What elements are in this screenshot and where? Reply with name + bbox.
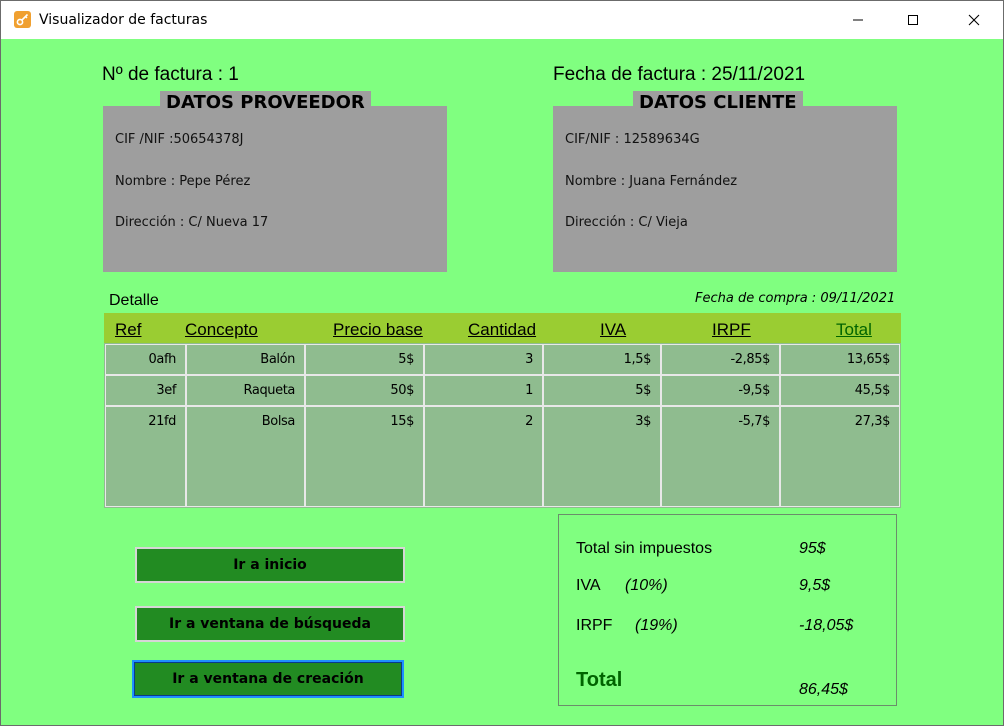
cell-cantidad[interactable]: 3 (424, 344, 543, 375)
cell-total[interactable]: 13,65$ (780, 344, 900, 375)
client-cif: CIF/NIF : 12589634G (565, 132, 700, 147)
cell-precio-base[interactable]: 15$ (305, 406, 424, 507)
grid-header (104, 313, 901, 343)
minimize-icon (852, 14, 864, 26)
cell-iva[interactable]: 3$ (543, 406, 661, 507)
cell-irpf[interactable]: -2,85$ (661, 344, 780, 375)
cell-concepto[interactable]: Bolsa (186, 406, 305, 507)
irpf-rate: (19%) (635, 617, 678, 634)
invoice-date-label: Fecha de factura : 25/11/2021 (553, 64, 806, 85)
subtotal-label: Total sin impuestos (576, 540, 713, 557)
column-header-irpf[interactable]: IRPF (712, 320, 751, 339)
close-button[interactable] (951, 1, 997, 39)
client-name: Nombre : Juana Fernández (565, 174, 738, 189)
column-header-cantidad[interactable]: Cantidad (468, 320, 537, 339)
column-header-precio-base[interactable]: Precio base (333, 320, 423, 339)
irpf-label: IRPF (576, 617, 613, 634)
total-label: Total (576, 669, 623, 691)
client-title: DATOS CLIENTE (633, 91, 803, 113)
cell-total[interactable]: 45,5$ (780, 375, 900, 406)
iva-rate: (10%) (625, 577, 668, 594)
cell-total[interactable]: 27,3$ (780, 406, 900, 507)
cell-iva[interactable]: 5$ (543, 375, 661, 406)
iva-label: IVA (576, 577, 601, 594)
totals-panel (558, 514, 897, 706)
table-row[interactable] (104, 406, 901, 507)
client-panel (553, 92, 897, 272)
cell-ref[interactable]: 21fd (105, 406, 186, 507)
column-header-total[interactable]: Total (836, 320, 872, 339)
detail-label: Detalle (109, 292, 159, 309)
irpf-value: -18,05$ (799, 617, 854, 634)
column-header-iva[interactable]: IVA (600, 320, 627, 339)
minimize-button[interactable] (835, 1, 881, 39)
cell-irpf[interactable]: -5,7$ (661, 406, 780, 507)
provider-cif: CIF /NIF :50654378J (115, 132, 244, 147)
title-bar (1, 1, 1003, 39)
window-title: Visualizador de facturas (39, 12, 208, 28)
client-address: Dirección : C/ Vieja (565, 215, 688, 230)
go-create-window-button[interactable]: Ir a ventana de creación (132, 660, 404, 698)
provider-title: DATOS PROVEEDOR (160, 91, 371, 113)
maximize-icon (907, 14, 919, 26)
provider-name: Nombre : Pepe Pérez (115, 174, 251, 189)
window-client-area (1, 39, 1003, 725)
column-header-ref[interactable]: Ref (115, 320, 142, 339)
provider-address: Dirección : C/ Nueva 17 (115, 215, 269, 230)
total-value: 86,45$ (799, 681, 848, 698)
cell-iva[interactable]: 1,5$ (543, 344, 661, 375)
cell-concepto[interactable]: Raqueta (186, 375, 305, 406)
detail-grid[interactable] (104, 313, 901, 508)
iva-value: 9,5$ (799, 577, 831, 594)
app-key-icon (14, 11, 31, 28)
maximize-button[interactable] (890, 1, 936, 39)
close-icon (968, 14, 980, 26)
provider-panel (103, 92, 447, 272)
cell-ref[interactable]: 3ef (105, 375, 186, 406)
table-row[interactable] (104, 344, 901, 375)
invoice-number-label: Nº de factura : 1 (102, 64, 239, 85)
cell-precio-base[interactable]: 5$ (305, 344, 424, 375)
cell-ref[interactable]: 0afh (105, 344, 186, 375)
cell-concepto[interactable]: Balón (186, 344, 305, 375)
subtotal-value: 95$ (799, 540, 826, 557)
column-header-concepto[interactable]: Concepto (185, 320, 258, 339)
cell-irpf[interactable]: -9,5$ (661, 375, 780, 406)
purchase-date-label: Fecha de compra : 09/11/2021 (695, 291, 896, 306)
go-search-window-button[interactable]: Ir a ventana de búsqueda (135, 606, 405, 642)
go-home-button[interactable]: Ir a inicio (135, 547, 405, 583)
cell-precio-base[interactable]: 50$ (305, 375, 424, 406)
cell-cantidad[interactable]: 2 (424, 406, 543, 507)
cell-cantidad[interactable]: 1 (424, 375, 543, 406)
table-row[interactable] (104, 375, 901, 406)
